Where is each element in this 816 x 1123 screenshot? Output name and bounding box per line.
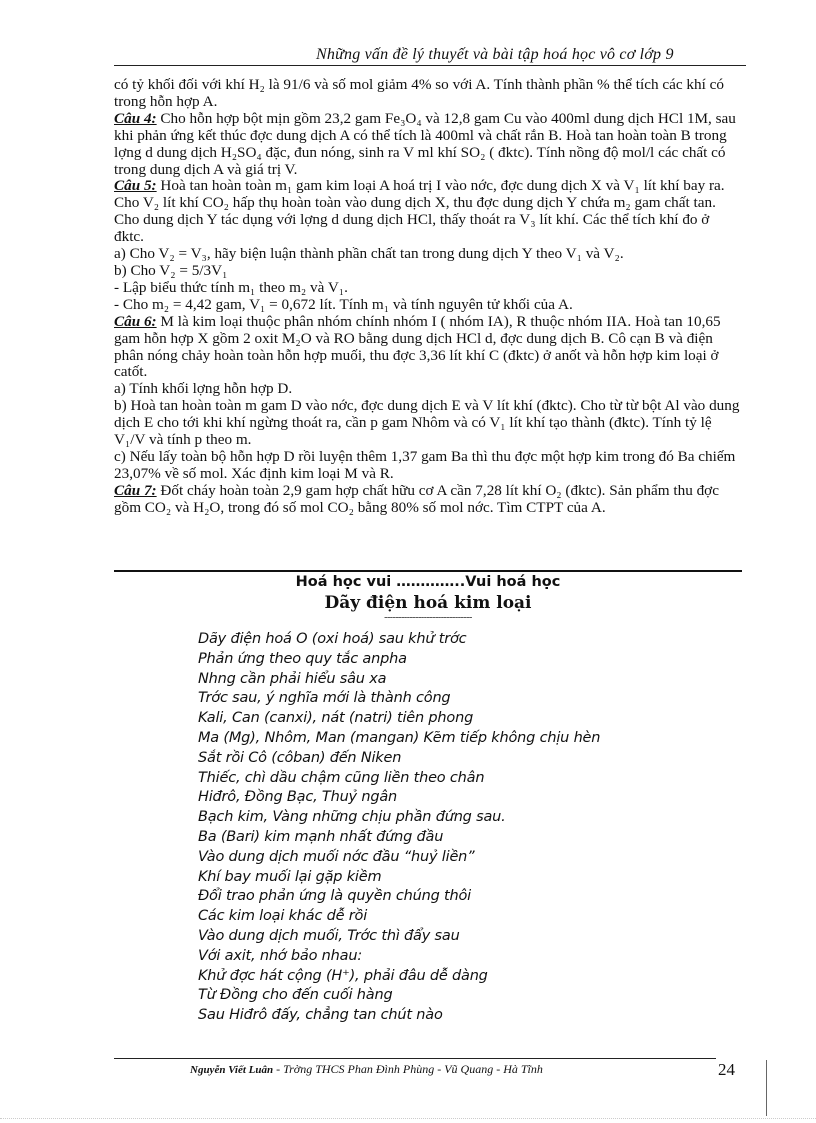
question-label: Câu 5: (114, 177, 157, 195)
poem-line: Vào dung dịch muối nớc đầu “huỷ liền” (198, 848, 475, 865)
question-7 (114, 483, 742, 517)
poem-line: Kali, Can (canxi), nát (natri) tiên phong (198, 710, 474, 727)
running-header: Những vấn đề lý thuyết và bài tập hoá học vô cơ lớp 9 (316, 46, 674, 63)
question-label: Câu 6: (114, 312, 157, 330)
poem-line: Ba (Bari) kim mạnh nhất đứng đầu (198, 828, 444, 845)
question-text: M là kim loại thuộc phân nhóm chính nhóm I ( nhóm IA), R thuộc nhóm IIA. Hoà tan 10,65 gam hỗn hợp X gồm 2 oxit M₂O và RO bằng dung dịch HCl d, đợc dung dịch B. Cô cạn B và điện phân nóng chảy hoàn toàn hỗn hợp muối, thu đợc 3,36 lít khí C (đktc) ở anốt và hỗn hợp kim loại ở catốt. (114, 312, 721, 381)
question-text: Hoà tan hoàn toàn m₁ gam kim loại A hoá trị I vào nớc, đợc dung dịch X và V₁ lít khí bay ra. Cho V₂ lít khí CO₂ hấp thụ hoàn toàn vào dung dịch X, thu đợc dung dịch Y chứa m₂ gam chất tan. Cho dung dịch Y tác dụng với lợng d dung dịch HCl, thấy thoát ra V₃ lít khí. Các thể tích khí đo ở đktc. (114, 177, 725, 246)
question-6 (114, 314, 742, 382)
poem-line: Các kim loại khác dễ rồi (198, 908, 368, 925)
page-number: 24 (718, 1060, 735, 1079)
question-5 (114, 178, 742, 246)
poem-line: Đổi trao phản ứng là quyền chúng thôi (198, 888, 471, 905)
question-5-part-a: a) Cho V₂ = V₃, hãy biện luận thành phần chất tan trong dung dịch Y theo V₁ và V₂. (114, 245, 624, 263)
question-4 (114, 111, 742, 179)
poem-line: Sắt rồi Cô (côban) đến Niken (198, 749, 402, 766)
poem-line: Phản ứng theo quy tắc anpha (198, 650, 407, 667)
footer (190, 1062, 710, 1077)
poem-title-underline: ------------------------------- (384, 612, 472, 623)
poem-line: Nhng cần phải hiểu sâu xa (198, 670, 387, 687)
question-5-part-b: b) Cho V₂ = 5/3V₁ (114, 261, 228, 279)
question-5-part-b2: - Cho m₂ = 4,42 gam, V₁ = 0,672 lít. Tính m₁ và tính nguyên tử khối của A. (114, 295, 573, 313)
poem-title: Dãy điện hoá kim loại (324, 593, 532, 613)
margin-line (766, 1060, 767, 1116)
poem-line: Từ Đồng cho đến cuối hàng (198, 987, 393, 1004)
poem-line: Khí bay muối lại gặp kiềm (198, 868, 382, 885)
question-6-part-a: a) Tính khối lợng hỗn hợp D. (114, 380, 293, 398)
question-text: Cho hỗn hợp bột mịn gồm 23,2 gam Fe₃O₄ và 12,8 gam Cu vào 400ml dung dịch HCl 1M, sau khi phản ứng kết thúc đợc dung dịch A có thể tích là 400ml và chất rắn B. Hoà tan hoàn toàn B trong lợng d dung dịch H₂SO₄ đặc, đun nóng, sinh ra V ml khí SO₂ ( đktc). Tính nồng độ mol/l các chất có trong dung dịch A và giá trị V. (114, 109, 736, 178)
section-divider (114, 570, 742, 572)
page-bottom-border (0, 1118, 816, 1119)
paragraph-continuation: có tỷ khối đối với khí H₂ là 91/6 và số mol giảm 4% so với A. Tính thành phần % thể tích các khí có trong hỗn hợp A. (114, 76, 724, 110)
question-label: Câu 4: (114, 109, 157, 127)
poem (198, 630, 738, 1026)
poem-line: Ma (Mg), Nhôm, Man (mangan) Kẽm tiếp không chịu hèn (198, 729, 601, 746)
poem-line: Bạch kim, Vàng những chịu phần đứng sau. (198, 809, 506, 826)
footer-divider (114, 1058, 716, 1059)
section-heading: Hoá học vui …………..Vui hoá học (295, 574, 561, 590)
document-body (114, 77, 742, 517)
footer-school: - Trờng THCS Phan Đình Phùng - Vũ Quang - Hà Tĩnh (273, 1062, 543, 1076)
question-5-part-b1: - Lập biểu thức tính m₁ theo m₂ và V₁. (114, 278, 348, 296)
poem-line: Với axit, nhớ bảo nhau: (198, 947, 362, 964)
question-label: Câu 7: (114, 481, 157, 499)
poem-line: Vào dung dịch muối, Trớc thì đẩy sau (198, 927, 460, 944)
question-text: Đốt cháy hoàn toàn 2,9 gam hợp chất hữu cơ A cần 7,28 lít khí O₂ (đktc). Sản phẩm thu đợc gồm CO₂ và H₂O, trong đó số mol CO₂ bằng 80% số mol nớc. Tìm CTPT của A. (114, 481, 719, 516)
poem-line: Sau Hiđrô đấy, chẳng tan chút nào (198, 1007, 443, 1024)
poem-line: Dãy điện hoá O (oxi hoá) sau khử trớc (198, 631, 467, 647)
poem-line: Khử đợc hát cộng (H⁺), phải đâu dễ dàng (198, 967, 488, 984)
footer-author: Nguyễn Viết Luân (190, 1064, 274, 1076)
question-6-part-c: c) Nếu lấy toàn bộ hỗn hợp D rồi luyện thêm 1,37 gam Ba thì thu đợc một hợp kim trong đó Ba chiếm 23,07% về số mol. Xác định kim loại M và R. (114, 447, 736, 482)
question-6-part-b: b) Hoà tan hoàn toàn m gam D vào nớc, đợc dung dịch E và V lít khí (đktc). Cho từ từ bột Al vào dung dịch E cho tới khi khí ngừng thoát ra, cần p gam Nhôm và có V₁ lít khí tạo thành (đktc). Tính tỷ lệ V₁/V và tính p theo m. (114, 397, 740, 449)
poem-line: Hiđrô, Đồng Bạc, Thuỷ ngân (198, 789, 398, 806)
poem-line: Trớc sau, ý nghĩa mới là thành công (198, 690, 451, 707)
poem-line: Thiếc, chì dầu chậm cũng liền theo chân (198, 769, 485, 786)
header-divider (114, 65, 746, 66)
